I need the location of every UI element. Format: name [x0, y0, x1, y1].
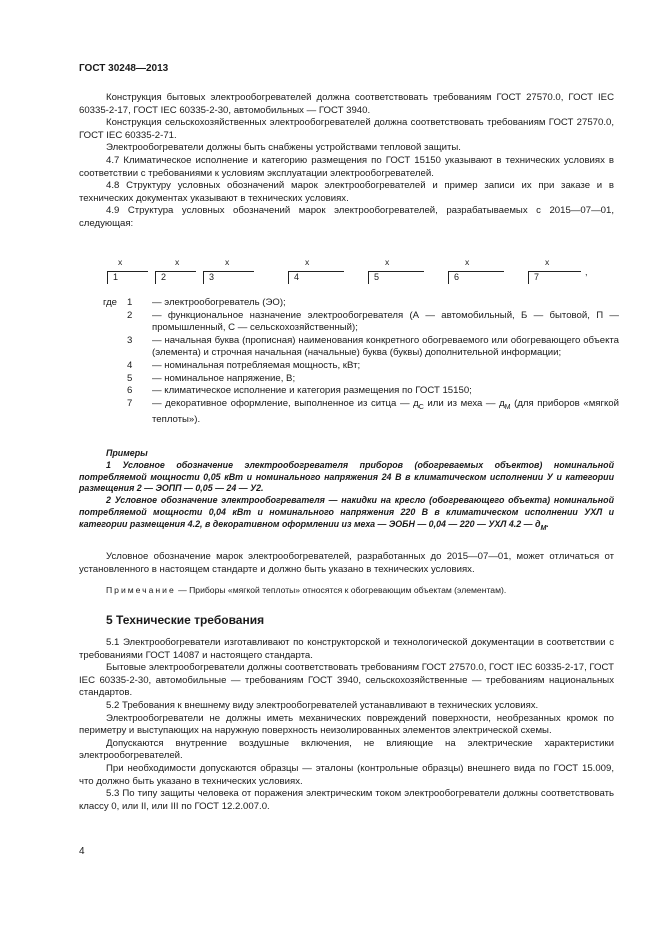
clause-4-7: 4.7 Климатическое исполнение и категорию размещения по ГОСТ 15150 указывают в технических условиях в соответствии с требованиями к условиям эксплуатации электрообогревателей. — [79, 154, 614, 179]
section-title: 5 Технические требования — [106, 613, 265, 627]
clause-5-3: 5.3 По типу защиты человека от поражения электрическим током электрообогреватели должны соответствовать классу 0, или II, или III по ГОСТ 12.2.007.0. — [79, 788, 614, 812]
designation-structure-diagram — [95, 257, 615, 287]
legend-item: 2 — функциональное назначение электрообогревателя (А — автомобильный, Б — бытовой, П — промышленный, С — сельскохозяйственный); — [127, 309, 619, 334]
placeholder-mark: х — [225, 257, 230, 267]
diagram-segment: 5 — [368, 271, 424, 284]
example-1: 1 Условное обозначение электрообогревателя приборов (обогреваемых объектов) номинальной потребляемой мощности 0,05 кВт и номинального напряжения 24 В в климатическом исполнении У и категории размещения 2 — ЭОПП — 0,05 — 24 — У2. — [79, 459, 614, 494]
paragraph: Конструкция бытовых электрообогревателей должна соответствовать требованиям ГОСТ 27570.0, ГОСТ IEC 60335-2-17, ГОСТ IEC 60335-2-30, автомобильных — ГОСТ 3940. — [79, 92, 614, 116]
placeholder-mark: х — [305, 257, 310, 267]
section-5-body — [79, 637, 614, 813]
diagram-end-comma: , — [585, 267, 588, 277]
legend-item: 5 — номинальное напряжение, В; — [127, 372, 296, 384]
legend-item: 3 — начальная буква (прописная) наименования конкретного обогреваемого или обогревающего объекта (элемента) и строчная начальная (начальные) буква (буквы) дополнительной информации; — [127, 334, 619, 359]
intro-block — [79, 92, 614, 231]
legend-list — [79, 297, 619, 427]
diagram-segment: 6 — [448, 271, 504, 284]
paragraph: Электрообогреватели не должны иметь механических повреждений поверхности, необрезанных кромок по периметру и выступающих на наружную поверхность неизолированных элементов электрической схемы. — [79, 712, 614, 737]
clause-4-9: 4.9 Структура условных обозначений марок электрообогревателей, разрабатываемых с 2015—07—01, следующая: — [79, 205, 614, 229]
examples-block — [79, 448, 614, 534]
diagram-segment: 2 — [155, 271, 196, 284]
legend-item: где 1 — электрообогреватель (ЭО); — [103, 297, 286, 308]
placeholder-mark: х — [175, 257, 180, 267]
paragraph: Электрообогреватели должны быть снабжены устройствами тепловой защиты. — [106, 142, 461, 154]
legend-item: 4 — номинальная потребляемая мощность, кВт; — [127, 359, 361, 371]
example-2: 2 Условное обозначение электрообогревателя — накидки на кресло (обогревающего объекта) номинальной потребляемой мощности 0,04 кВт и номинального напряжения 220 В в климатическом исполнении УХЛ и категории размещения 4.2, в декоративном оформлении из меха — ЭОБН — 0,04 — 220 — УХЛ 4.2 — $д_М$. — [79, 495, 614, 532]
clause-5-2: 5.2 Требования к внешнему виду электрообогревателей устанавливают в технических условиях. — [106, 699, 539, 711]
diagram-segment: 1 — [107, 271, 148, 284]
paragraph: Допускаются внутренние воздушные включения, не влияющие на электрические характеристики электрообогревателей. — [79, 737, 614, 762]
document-header: ГОСТ 30248—2013 — [79, 63, 169, 74]
paragraph: При необходимости допускаются образцы — эталоны (контрольные образцы) внешнего вида по ГОСТ 15.009, что должно быть указано в технических условиях. — [79, 762, 614, 787]
legend-item: 7 — декоративное оформление, выполненное из ситца — $д_С$ или из меха — $д_М$ (для приборов «мягкой теплоты»). — [127, 397, 619, 426]
placeholder-mark: х — [385, 257, 390, 267]
placeholder-mark: х — [545, 257, 550, 267]
clause-4-8: 4.8 Структуру условных обозначений марок электрообогревателей и пример записи их при заказе и в технических документах указывают в технических условиях. — [79, 180, 614, 204]
paragraph: Конструкция сельскохозяйственных электрообогревателей должна соответствовать требованиям ГОСТ 27570.0, ГОСТ IEC 60335-2-71. — [79, 117, 614, 141]
clause-5-1: 5.1 Электрообогреватели изготавливают по конструкторской и технологической документации в соответствии с требованиями ГОСТ 14087 и настоящего стандарта. — [79, 637, 614, 661]
examples-title: Примеры — [106, 448, 148, 458]
note: Примечание — Приборы «мягкой теплоты» относятся к обогревающим объектам (элементам). — [106, 585, 507, 596]
diagram-segment: 4 — [288, 271, 344, 284]
post-examples-block — [79, 551, 614, 597]
paragraph: Бытовые электрообогреватели должны соответствовать требованиям ГОСТ 27570.0, ГОСТ IEC 60335-2-17, ГОСТ IEC 60335-2-30, автомобильные — требованиям ГОСТ 3940, сельскохозяйственные — требованиям национальных стандартов. — [79, 662, 614, 699]
paragraph: Условное обозначение марок электрообогревателей, разработанных до 2015—07—01, может отличаться от установленного в настоящем стандарте и должно быть указано в технических условиях. — [79, 551, 614, 575]
diagram-segment: 3 — [203, 271, 254, 284]
page-number: 4 — [79, 846, 85, 857]
diagram-segment: 7 — [528, 271, 581, 284]
legend-item: 6 — климатическое исполнение и категория размещения по ГОСТ 15150; — [127, 385, 472, 397]
placeholder-mark: х — [465, 257, 470, 267]
placeholder-mark: х — [118, 257, 123, 267]
